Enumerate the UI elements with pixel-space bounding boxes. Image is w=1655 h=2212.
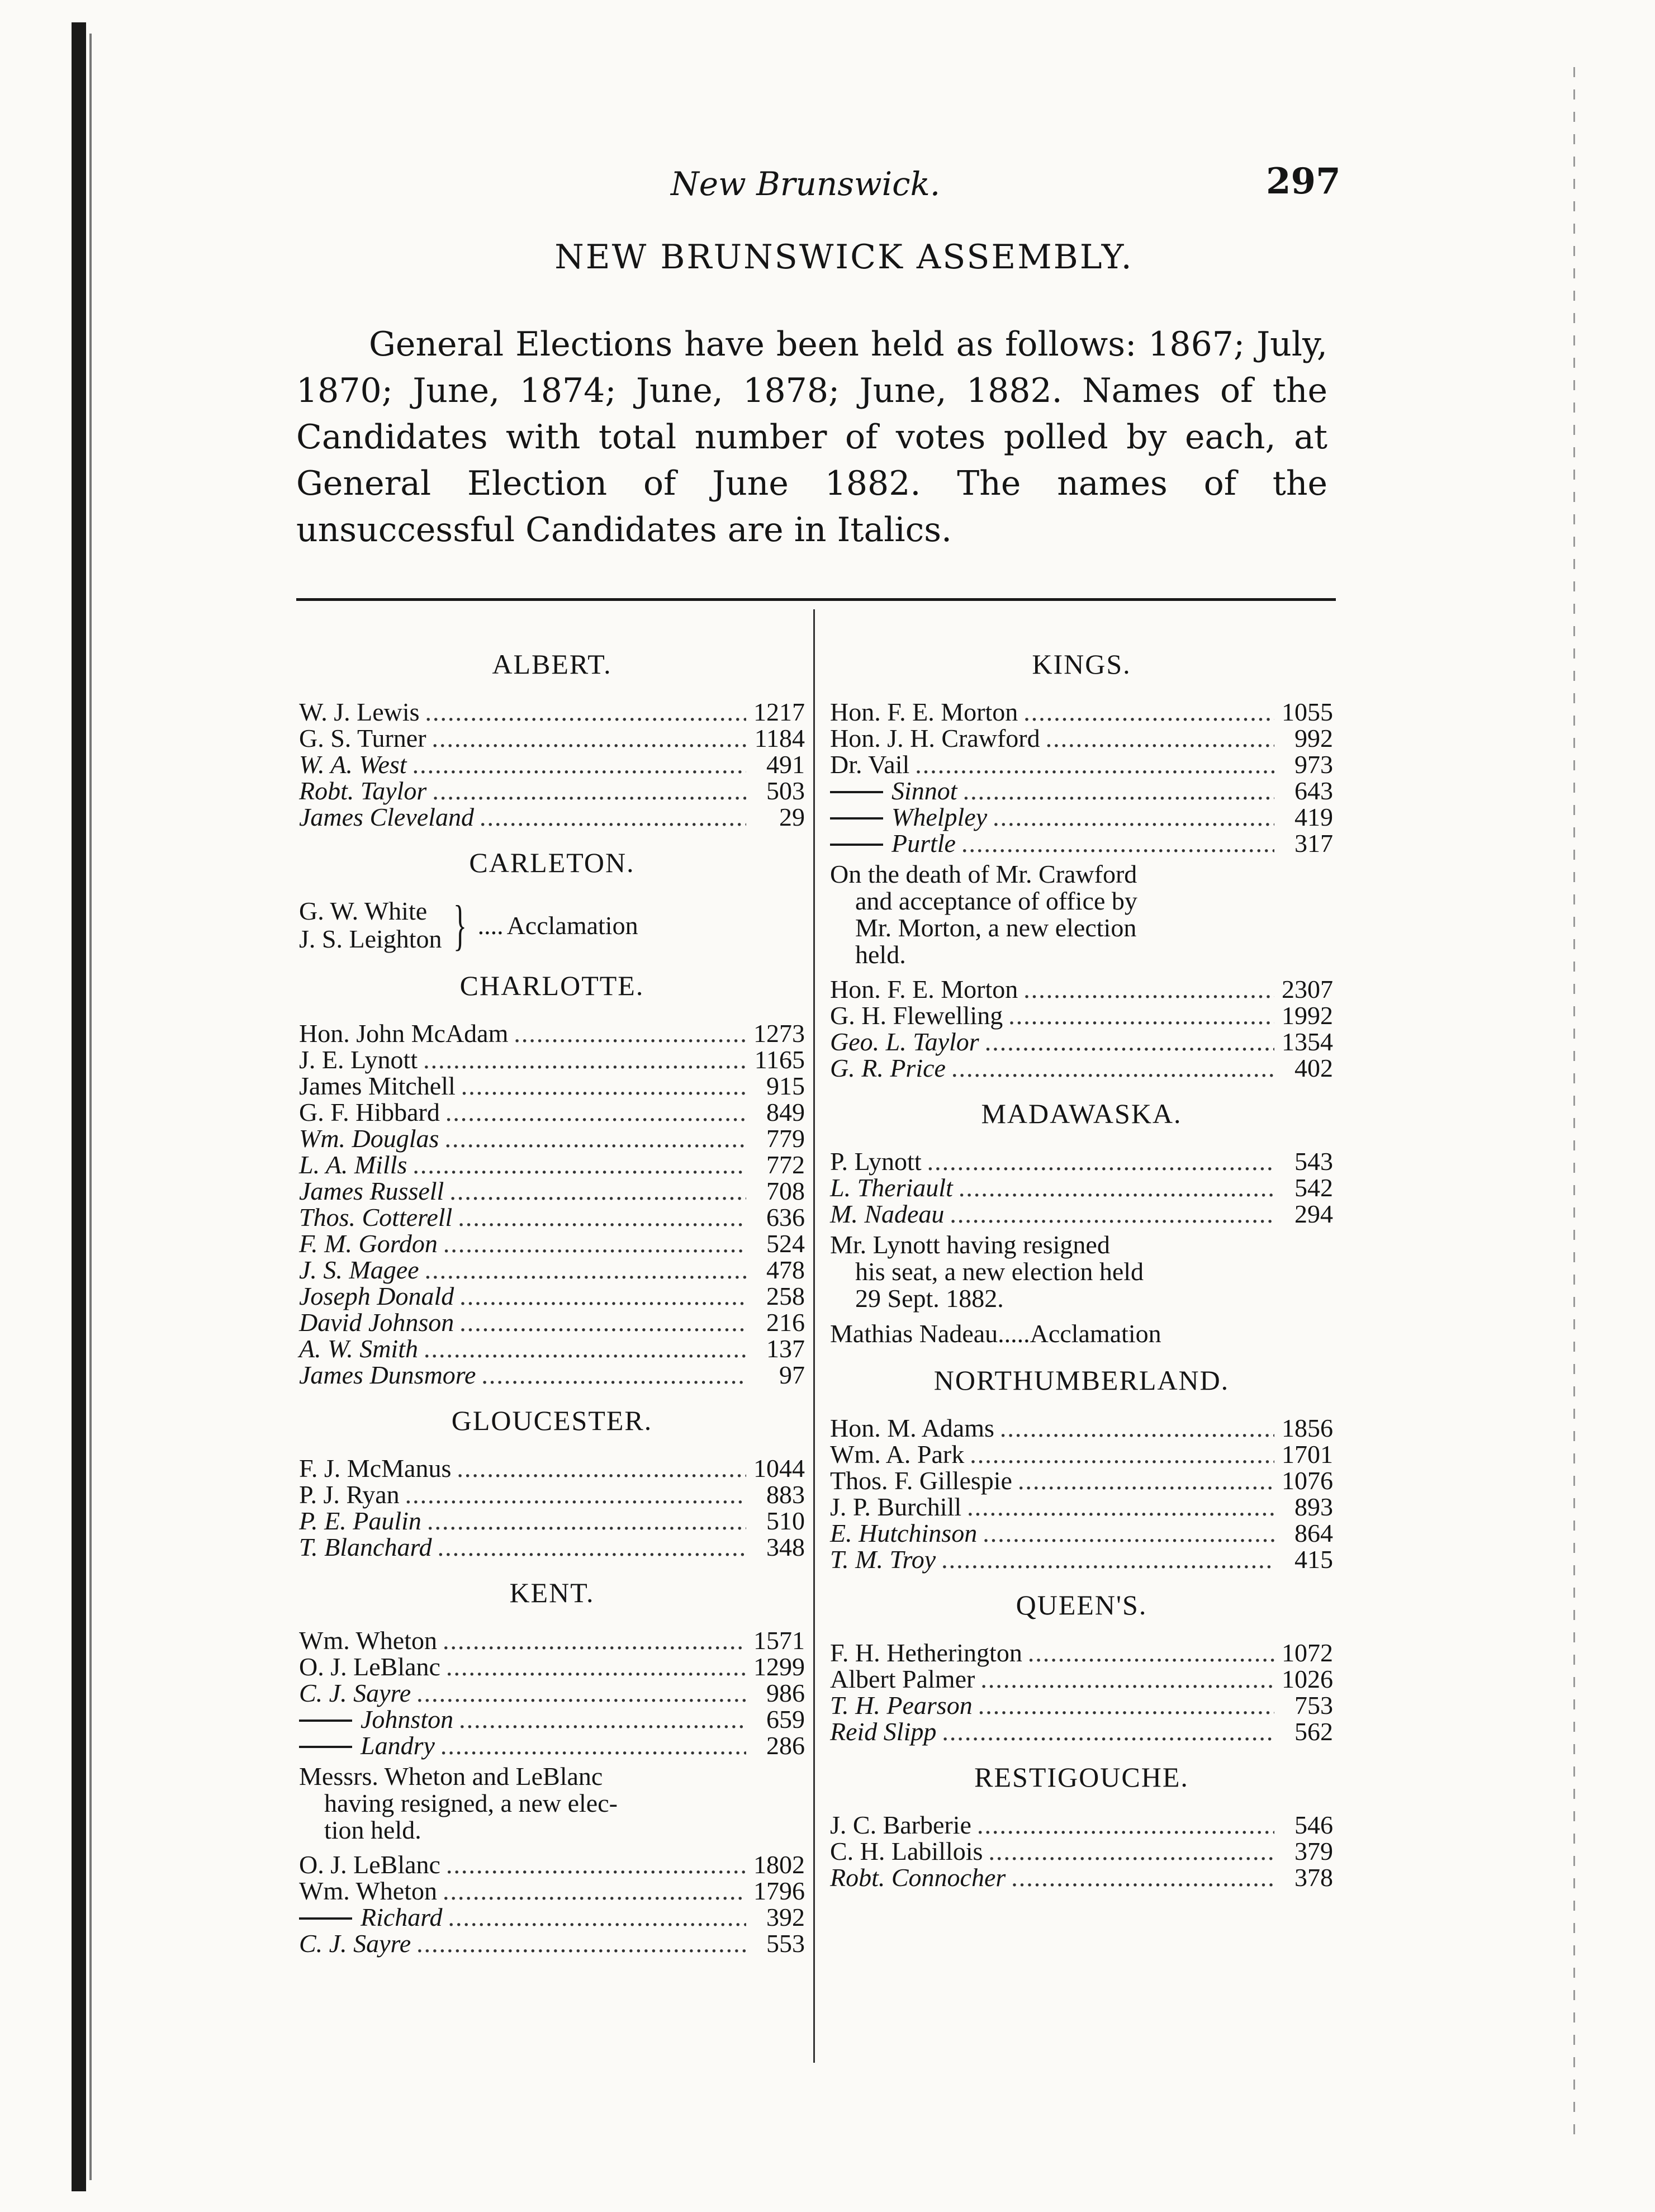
dot-leader — [446, 1654, 746, 1680]
vote-count: 415 — [1294, 1545, 1333, 1574]
vote-count: 1992 — [1282, 1001, 1333, 1030]
candidate-row — [299, 778, 805, 804]
dot-leader — [424, 1335, 746, 1362]
candidate-name: Sinnot — [891, 776, 957, 805]
constituency-heading: NORTHUMBERLAND. — [933, 1365, 1230, 1396]
candidate-row — [299, 1930, 805, 1957]
candidate-row — [299, 751, 805, 778]
vote-count: 1026 — [1282, 1665, 1333, 1693]
candidate-row — [299, 1073, 805, 1099]
candidate-row — [830, 1838, 1333, 1864]
candidate-row — [830, 699, 1333, 725]
candidate-row — [299, 804, 805, 830]
column-divider — [813, 609, 815, 2063]
dot-leader — [988, 1838, 1274, 1864]
note-line: tion held. — [324, 1816, 421, 1844]
acclamation-line: Mathias Nadeau.....Acclamation — [830, 1319, 1161, 1348]
vote-count: 986 — [766, 1679, 805, 1707]
candidate-row — [830, 1148, 1333, 1174]
candidate-name: Joseph Donald — [299, 1282, 454, 1310]
dash-mark — [830, 791, 883, 793]
candidate-name: J. S. Magee — [299, 1256, 419, 1284]
vote-count: 1217 — [753, 698, 805, 726]
candidate-name: David Johnson — [299, 1308, 454, 1337]
candidate-name: J. E. Lynott — [299, 1045, 418, 1074]
candidate-row — [299, 1335, 805, 1362]
constituency-section — [830, 648, 1333, 1081]
vote-count: 779 — [766, 1124, 805, 1153]
candidate-row — [299, 1125, 805, 1152]
dot-leader — [440, 1732, 746, 1759]
candidate-name: James Mitchell — [299, 1072, 456, 1100]
vote-count: 659 — [766, 1705, 805, 1733]
candidate-row — [299, 1230, 805, 1257]
candidate-row — [830, 1520, 1333, 1546]
vote-count: 1802 — [753, 1850, 805, 1879]
dot-leader — [963, 778, 1274, 804]
acclaimed-names — [299, 897, 442, 953]
vote-count: 510 — [766, 1507, 805, 1535]
candidate-name: James Russell — [299, 1177, 444, 1205]
candidate-row — [830, 1494, 1333, 1520]
note-line: and acceptance of office by — [855, 887, 1137, 915]
candidate-row — [299, 1046, 805, 1073]
horizontal-rule — [296, 598, 1336, 601]
election-note — [830, 861, 1333, 968]
page-edge-right — [1573, 67, 1575, 2135]
vote-count: 915 — [766, 1072, 805, 1100]
candidate-row — [830, 751, 1333, 778]
constituency-section — [299, 970, 805, 1388]
dot-leader — [1018, 1467, 1274, 1494]
dash-mark — [830, 817, 883, 820]
candidate-name: O. J. LeBlanc — [299, 1652, 440, 1681]
dot-leader — [967, 1494, 1274, 1520]
page-number: 297 — [1266, 160, 1341, 202]
candidate-name: L. A. Mills — [299, 1150, 407, 1179]
candidate-row — [830, 1055, 1333, 1081]
dash-mark — [299, 1720, 352, 1722]
candidate-row — [830, 1201, 1333, 1227]
dot-leader — [427, 1508, 746, 1534]
dot-leader — [423, 1046, 746, 1073]
candidate-row — [299, 1257, 805, 1283]
candidate-row — [299, 699, 805, 725]
candidate-name: W. J. Lewis — [299, 698, 420, 726]
dot-leader — [416, 1930, 746, 1957]
vote-count: 893 — [1294, 1493, 1333, 1521]
dot-leader — [950, 1201, 1274, 1227]
vote-count: 708 — [766, 1177, 805, 1205]
vote-count: 286 — [766, 1731, 805, 1760]
vote-count: 849 — [766, 1098, 805, 1126]
candidate-name: P. J. Ryan — [299, 1480, 400, 1509]
candidate-row — [299, 1481, 805, 1508]
dot-leader — [983, 1520, 1274, 1546]
candidate-row — [299, 1362, 805, 1388]
vote-count: 636 — [766, 1203, 805, 1231]
constituency-section — [299, 1405, 805, 1560]
vote-count: 753 — [1294, 1691, 1333, 1720]
vote-count: 543 — [1294, 1147, 1333, 1176]
dot-leader — [412, 1152, 746, 1178]
acclaimed-name: J. S. Leighton — [299, 925, 442, 953]
dot-leader — [446, 1851, 746, 1878]
candidate-name: F. H. Hetherington — [830, 1638, 1022, 1667]
vote-count: 1273 — [753, 1019, 805, 1048]
candidate-name: Robt. Taylor — [299, 776, 427, 805]
candidate-name: W. A. West — [299, 750, 407, 779]
dot-leader — [985, 1029, 1274, 1055]
candidate-row — [830, 1174, 1333, 1201]
candidate-name: Dr. Vail — [830, 750, 910, 779]
vote-count: 378 — [1294, 1863, 1333, 1892]
dash-mark — [299, 1917, 352, 1920]
vote-count: 973 — [1294, 750, 1333, 779]
candidate-name: P. Lynott — [830, 1147, 922, 1176]
candidate-name: J. P. Burchill — [830, 1493, 962, 1521]
candidate-name: E. Hutchinson — [830, 1519, 978, 1547]
candidate-row — [830, 1692, 1333, 1718]
vote-count: 348 — [766, 1533, 805, 1561]
candidate-name: C. H. Labillois — [830, 1837, 983, 1865]
dot-leader — [448, 1904, 747, 1930]
vote-count: 546 — [1294, 1811, 1333, 1839]
dot-leader — [1023, 976, 1274, 1002]
dot-leader — [927, 1148, 1274, 1174]
vote-count: 503 — [766, 776, 805, 805]
dot-leader — [443, 1878, 746, 1904]
candidate-name: Reid Slipp — [830, 1717, 937, 1746]
candidate-name: Johnston — [361, 1705, 454, 1733]
constituency-heading: KINGS. — [1032, 648, 1131, 680]
vote-count: 258 — [766, 1282, 805, 1310]
candidate-row — [830, 1718, 1333, 1745]
candidate-row — [830, 1864, 1333, 1891]
candidate-name: M. Nadeau — [830, 1200, 945, 1228]
candidate-name: Thos. Cotterell — [299, 1203, 453, 1231]
intro-text: General Elections have been held as follows: 1867; July, 1870; June, 1874; June, 1878; June, 1882. Names of the Candidates with total number of votes polled by each, at General Election of June 1882. The names of the unsuccessful Candidates are in Italics. — [296, 325, 1327, 550]
candidate-row — [830, 830, 1333, 856]
dot-leader — [993, 804, 1274, 830]
candidate-row — [299, 1534, 805, 1560]
dot-leader — [1011, 1864, 1274, 1891]
dot-leader — [458, 1204, 746, 1230]
vote-count: 29 — [779, 803, 805, 831]
dot-leader — [980, 1666, 1274, 1692]
dot-leader — [915, 751, 1274, 778]
candidate-row — [830, 1666, 1333, 1692]
candidate-name: C. J. Sayre — [299, 1679, 411, 1707]
candidate-row — [830, 1640, 1333, 1666]
candidate-name: L. Theriault — [830, 1173, 953, 1202]
constituency-section — [299, 648, 805, 830]
vote-count: 317 — [1294, 829, 1333, 858]
constituency-section — [830, 1761, 1333, 1891]
vote-count: 379 — [1294, 1837, 1333, 1865]
dot-leader — [425, 1257, 746, 1283]
dot-leader — [444, 1125, 746, 1152]
vote-count: 392 — [766, 1903, 805, 1931]
dot-leader — [412, 751, 746, 778]
candidate-row — [830, 804, 1333, 830]
acclaimed-name: G. W. White — [299, 897, 428, 925]
running-head-title: New Brunswick. — [671, 165, 941, 203]
candidate-row — [299, 1099, 805, 1125]
candidate-row — [299, 1178, 805, 1204]
candidate-name: Geo. L. Taylor — [830, 1027, 979, 1056]
vote-count: 1299 — [753, 1652, 805, 1681]
candidate-row — [299, 1508, 805, 1534]
dot-leader — [514, 1020, 746, 1046]
page-heading: NEW BRUNSWICK ASSEMBLY. — [554, 238, 1134, 277]
constituency-heading: RESTIGOUCHE. — [974, 1761, 1189, 1793]
dot-leader — [457, 1455, 746, 1481]
candidate-row — [299, 1878, 805, 1904]
candidate-name: Albert Palmer — [830, 1665, 975, 1693]
candidate-name: F. M. Gordon — [299, 1229, 438, 1258]
candidate-name: Robt. Connocher — [830, 1863, 1006, 1892]
vote-count: 137 — [766, 1334, 805, 1363]
candidate-row — [830, 1002, 1333, 1029]
candidate-row — [299, 1309, 805, 1335]
vote-count: 216 — [766, 1308, 805, 1337]
dot-leader — [959, 1174, 1274, 1201]
candidate-name: G. S. Turner — [299, 724, 426, 752]
note-line: Mr. Morton, a new election — [855, 913, 1137, 942]
candidate-row — [830, 778, 1333, 804]
vote-count: 1072 — [1282, 1638, 1333, 1667]
vote-count: 1165 — [754, 1045, 805, 1074]
vote-count: 524 — [766, 1229, 805, 1258]
constituency-section — [299, 847, 805, 956]
acclamation-result: Acclamation — [506, 911, 638, 940]
dot-leader — [977, 1812, 1274, 1838]
dot-leader — [405, 1481, 746, 1508]
brace-mark: } — [453, 894, 467, 956]
candidate-row — [299, 1904, 805, 1930]
vote-count: 402 — [1294, 1054, 1333, 1082]
dot-leader — [1000, 1415, 1274, 1441]
candidate-row — [299, 725, 805, 751]
candidate-row — [299, 1680, 805, 1706]
candidate-name: F. J. McManus — [299, 1454, 452, 1482]
candidate-name: G. F. Hibbard — [299, 1098, 440, 1126]
dot-leader — [1046, 725, 1274, 751]
running-head — [0, 160, 1655, 210]
candidate-row — [299, 1654, 805, 1680]
candidate-name: J. C. Barberie — [830, 1811, 971, 1839]
candidate-name: O. J. LeBlanc — [299, 1850, 440, 1879]
vote-count: 2307 — [1282, 975, 1333, 1003]
candidate-name: Whelpley — [891, 803, 988, 831]
candidate-row — [830, 1415, 1333, 1441]
candidate-row — [299, 1732, 805, 1759]
candidate-name: Hon. M. Adams — [830, 1414, 994, 1442]
vote-count: 97 — [779, 1361, 805, 1389]
vote-count: 542 — [1294, 1173, 1333, 1202]
candidate-row — [830, 976, 1333, 1002]
intro-paragraph — [296, 321, 1327, 553]
candidate-row — [830, 1467, 1333, 1494]
dot-leader — [432, 725, 746, 751]
election-note — [299, 1763, 805, 1844]
candidate-name: Wm. A. Park — [830, 1440, 965, 1469]
vote-count: 1044 — [753, 1454, 805, 1482]
candidate-name: Wm. Wheton — [299, 1877, 437, 1905]
vote-count: 294 — [1294, 1200, 1333, 1228]
book-binding-edge — [72, 22, 86, 2191]
vote-count: 1701 — [1282, 1440, 1333, 1469]
candidate-name: Hon. John McAdam — [299, 1019, 509, 1048]
vote-count: 643 — [1294, 776, 1333, 805]
candidate-row — [830, 1812, 1333, 1838]
dot-leader — [461, 1073, 746, 1099]
right-column — [830, 632, 1333, 1891]
constituency-heading: CHARLOTTE. — [459, 970, 644, 1001]
dash-mark — [299, 1746, 352, 1748]
candidate-row — [830, 1441, 1333, 1467]
vote-count: 1184 — [754, 724, 805, 752]
dot-leader — [443, 1230, 746, 1257]
constituency-section — [830, 1589, 1333, 1745]
candidate-name: T. M. Troy — [830, 1545, 936, 1574]
candidate-name: Thos. F. Gillespie — [830, 1466, 1012, 1495]
candidate-row — [299, 1283, 805, 1309]
candidate-row — [299, 1204, 805, 1230]
constituency-heading: ALBERT. — [492, 648, 612, 680]
note-line: his seat, a new election held — [855, 1257, 1144, 1286]
candidate-name: T. Blanchard — [299, 1533, 432, 1561]
dot-leader — [459, 1706, 746, 1732]
note-line: On the death of Mr. Crawford — [830, 860, 1137, 888]
candidate-row — [299, 1706, 805, 1732]
candidate-row — [299, 1020, 805, 1046]
vote-count: 1055 — [1282, 698, 1333, 726]
constituency-heading: KENT. — [509, 1577, 595, 1608]
vote-count: 864 — [1294, 1519, 1333, 1547]
constituency-section — [830, 1365, 1333, 1572]
dot-leader — [445, 1099, 746, 1125]
candidate-name: P. E. Paulin — [299, 1507, 421, 1535]
dot-leader — [961, 830, 1274, 856]
constituency-heading: GLOUCESTER. — [451, 1405, 653, 1436]
candidate-row — [299, 1627, 805, 1654]
dot-leader — [978, 1692, 1274, 1718]
vote-count: 491 — [766, 750, 805, 779]
dot-leader — [449, 1178, 746, 1204]
dot-leader — [970, 1441, 1274, 1467]
candidate-name: Landry — [361, 1731, 435, 1760]
candidate-row — [830, 1546, 1333, 1572]
dot-leader — [459, 1309, 746, 1335]
candidate-name: T. H. Pearson — [830, 1691, 973, 1720]
candidate-name: Hon. F. E. Morton — [830, 698, 1018, 726]
dash-mark — [830, 844, 883, 846]
dot-leader — [443, 1627, 746, 1654]
dot-leader — [481, 1362, 746, 1388]
dot-leader — [1008, 1002, 1274, 1029]
note-line: 29 Sept. 1882. — [855, 1284, 1004, 1313]
dot-leader — [1028, 1640, 1274, 1666]
election-note — [830, 1231, 1333, 1312]
candidate-name: James Dunsmore — [299, 1361, 476, 1389]
constituency-heading: MADAWASKA. — [981, 1098, 1182, 1129]
vote-count: 553 — [766, 1929, 805, 1958]
constituency-section — [830, 1098, 1333, 1348]
acclamation-block — [299, 894, 805, 956]
note-line: Messrs. Wheton and LeBlanc — [299, 1762, 603, 1791]
constituency-heading: CARLETON. — [469, 847, 635, 878]
candidate-name: Purtle — [891, 829, 956, 858]
vote-count: 562 — [1294, 1717, 1333, 1746]
dot-leader — [951, 1055, 1274, 1081]
dot-leader — [459, 1283, 746, 1309]
dot-leader — [480, 804, 746, 830]
candidate-row — [299, 1851, 805, 1878]
vote-count: 1856 — [1282, 1414, 1333, 1442]
vote-count: 1354 — [1282, 1027, 1333, 1056]
candidate-name: G. H. Flewelling — [830, 1001, 1003, 1030]
constituency-section — [299, 1577, 805, 1957]
candidate-row — [830, 725, 1333, 751]
dot-leader — [942, 1718, 1274, 1745]
vote-count: 1796 — [753, 1877, 805, 1905]
dot-leader — [432, 778, 746, 804]
constituency-heading: QUEEN'S. — [1016, 1589, 1147, 1621]
dot-leader — [1023, 699, 1274, 725]
note-line: Mr. Lynott having resigned — [830, 1230, 1110, 1259]
vote-count: 419 — [1294, 803, 1333, 831]
note-line: held. — [855, 940, 906, 969]
dot-leader: .... — [477, 911, 504, 940]
note-line: having resigned, a new elec- — [324, 1789, 618, 1817]
vote-count: 1076 — [1282, 1466, 1333, 1495]
candidate-row — [299, 1152, 805, 1178]
dot-leader — [416, 1680, 746, 1706]
candidate-name: Wm. Douglas — [299, 1124, 439, 1153]
dot-leader — [941, 1546, 1274, 1572]
vote-count: 1571 — [753, 1626, 805, 1655]
candidate-name: Hon. J. H. Crawford — [830, 724, 1040, 752]
vote-count: 883 — [766, 1480, 805, 1509]
candidate-row — [830, 1029, 1333, 1055]
candidate-name: G. R. Price — [830, 1054, 946, 1082]
candidate-row — [299, 1455, 805, 1481]
vote-count: 992 — [1294, 724, 1333, 752]
candidate-name: James Cleveland — [299, 803, 474, 831]
candidate-name: Wm. Wheton — [299, 1626, 437, 1655]
dot-leader — [425, 699, 746, 725]
vote-count: 478 — [766, 1256, 805, 1284]
candidate-name: Richard — [361, 1903, 443, 1931]
binding-shadow — [89, 34, 92, 2180]
candidate-name: C. J. Sayre — [299, 1929, 411, 1958]
vote-count: 772 — [766, 1150, 805, 1179]
dot-leader — [438, 1534, 746, 1560]
candidate-name: Hon. F. E. Morton — [830, 975, 1018, 1003]
left-column — [299, 632, 805, 1957]
candidate-name: A. W. Smith — [299, 1334, 418, 1363]
